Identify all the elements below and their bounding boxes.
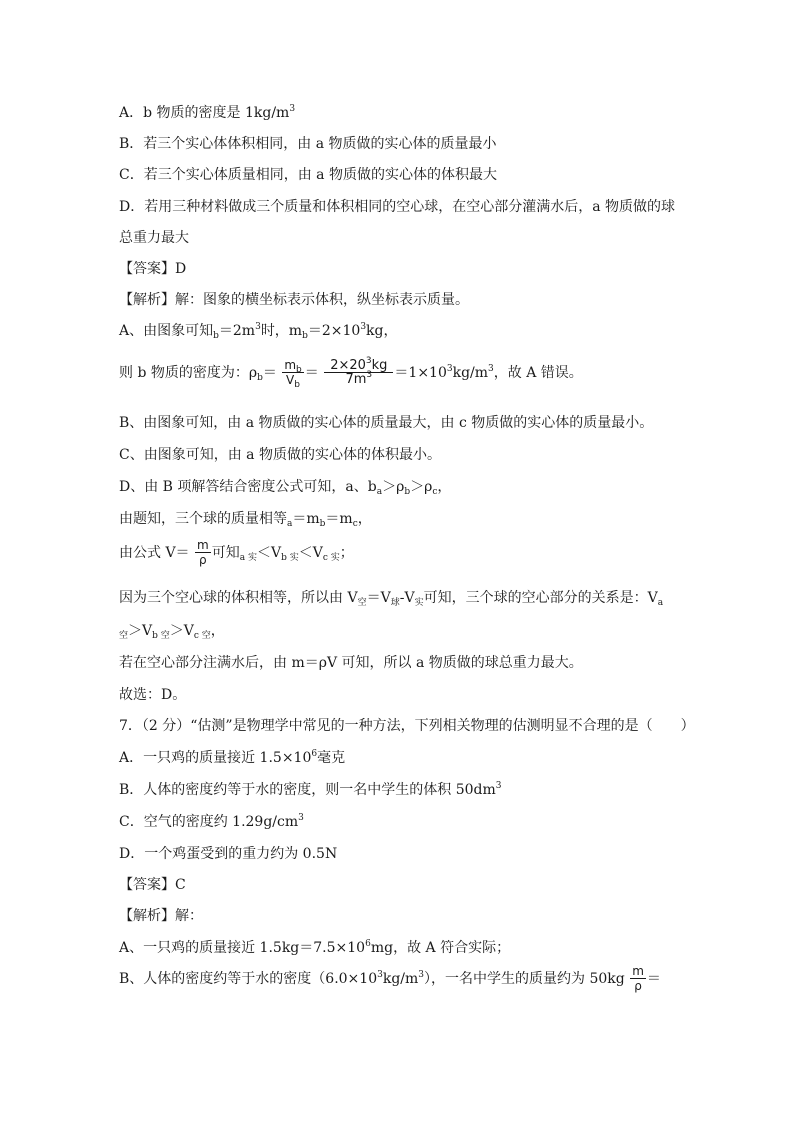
numerator: m <box>284 358 297 372</box>
superscript: 3 <box>495 781 502 791</box>
subscript: b <box>213 331 219 341</box>
q7-option-d: D．一个鸡蛋受到的重力约为 0.5N <box>119 846 338 862</box>
q7-stem: 7．（2 分）“估测”是物理学中常见的一种方法，下列相关物理的估测明显不合理的是（ ） <box>119 718 695 734</box>
superscript: 3 <box>418 970 425 980</box>
fraction-values <box>324 356 393 387</box>
text: ， <box>437 479 452 495</box>
q7-answer: 【答案】C <box>119 877 186 893</box>
q6-option-a-text: A．b 物质的密度是 1kg/m <box>119 105 290 121</box>
text: ， <box>357 511 372 527</box>
q6-analysis-d2 <box>119 510 372 528</box>
superscript: 3 <box>377 970 383 980</box>
unit: kg <box>371 358 388 373</box>
q6-analysis-b: B、由图象可知，由 a 物质做的实心体的质量最大，由 c 物质做的实心体的质量最小。 <box>119 415 654 431</box>
subscript: a <box>287 519 293 529</box>
text: mg，故 A 符合实际； <box>370 940 511 956</box>
fraction-m-rho <box>195 539 211 567</box>
superscript: 3 <box>366 370 373 380</box>
numerator: 2×20 <box>330 358 366 373</box>
q6-analysis-d4 <box>119 589 663 607</box>
text: 可知 <box>211 545 240 561</box>
text: ＝1×10 <box>394 365 447 381</box>
text: ＝2×10 <box>307 323 361 339</box>
text: kg， <box>366 323 398 339</box>
q6-analysis-d5 <box>119 622 225 640</box>
denominator: V <box>286 373 295 387</box>
numerator: m <box>632 964 644 978</box>
q6-analysis-d1 <box>119 478 451 496</box>
superscript: 3 <box>289 104 296 114</box>
denominator: 7m <box>345 372 367 387</box>
text: D、由 B 项解答结合密度公式可知，a、b <box>119 479 377 495</box>
q7-option-a <box>119 749 345 767</box>
q6-option-a <box>119 104 295 122</box>
text: ＝V <box>366 590 391 606</box>
text: 由题知，三个球的质量相等 <box>119 511 287 527</box>
text: 可知，三个球的空心部分的关系是：V <box>423 590 658 606</box>
subscript: c <box>352 519 358 529</box>
subscript: b <box>302 331 308 341</box>
q6-analysis-d6: 若在空心部分注满水后，由 m＝ρV 可知，所以 a 物质做的球总重力最大。 <box>119 655 583 671</box>
subscript: b <box>294 380 300 390</box>
q6-analysis-head: 【解析】解：图象的横坐标表示体积，纵坐标表示质量。 <box>119 292 469 308</box>
text: ，故 A 错误。 <box>493 365 583 381</box>
subscript: a <box>376 487 383 497</box>
text: 则 b 物质的密度为：ρ <box>119 365 258 381</box>
superscript: 6 <box>365 939 371 949</box>
superscript: 3 <box>446 364 453 374</box>
text: A、由图象可知 <box>119 323 214 339</box>
superscript: 3 <box>365 356 372 366</box>
subscript: b <box>319 519 326 529</box>
fraction-mb-vb <box>282 358 303 390</box>
text: ＝ <box>646 971 661 987</box>
text: ＞V <box>128 623 153 639</box>
text: A．一只鸡的质量接近 1.5×10 <box>119 750 312 766</box>
text: 因为三个空心球的体积相等，所以由 V <box>119 590 358 606</box>
subscript: b 空 <box>152 631 170 641</box>
subscript: b <box>404 487 411 497</box>
subscript: b <box>296 365 302 375</box>
text: ＞ρ <box>410 479 433 495</box>
text: B．人体的密度约等于水的密度，则一名中学生的体积 50dm <box>119 782 496 798</box>
text: A、一只鸡的质量接近 1.5kg＝7.5×10 <box>119 940 366 956</box>
text: ＞V <box>169 623 194 639</box>
fraction-m-rho <box>630 965 646 993</box>
text: ＝ <box>304 365 319 381</box>
q6-option-c: C．若三个实心体质量相同，由 a 物质做的实心体的体积最大 <box>119 167 497 183</box>
subscript: 空 <box>119 631 129 641</box>
q6-analysis-c: C、由图象可知，由 a 物质做的实心体的体积最小。 <box>119 447 441 463</box>
denominator: ρ <box>199 553 207 567</box>
numerator: m <box>197 538 209 552</box>
text: kg/m <box>452 365 489 381</box>
text: C．空气的密度约 1.29g/cm <box>119 814 299 830</box>
q6-option-b: B．若三个实心体体积相同，由 a 物质做的实心体的质量最小 <box>119 136 497 152</box>
superscript: 3 <box>255 322 261 332</box>
subscript: 实 <box>414 598 424 608</box>
text: 由公式 V＝ <box>119 545 190 561</box>
text: -V <box>399 590 415 606</box>
superscript: 3 <box>298 813 304 823</box>
q6-option-d-line2: 总重力最大 <box>119 230 189 246</box>
q7-analysis-a <box>119 939 510 957</box>
q7-analysis-b <box>119 962 661 996</box>
subscript: 球 <box>390 598 400 608</box>
superscript: 3 <box>488 364 494 374</box>
subscript: b <box>257 373 263 383</box>
text: ＝2m <box>218 323 256 339</box>
text: B、人体的密度约等于水的密度（6.0×10 <box>119 971 378 987</box>
subscript: a 实 <box>239 553 257 563</box>
q6-answer: 【答案】D <box>119 261 187 277</box>
text: kg/m <box>382 971 419 987</box>
text: ＜V <box>298 545 323 561</box>
text: ＝m <box>325 511 353 527</box>
text: ），一名中学生的质量约为 50kg <box>424 971 625 987</box>
q6-analysis-d3 <box>119 536 354 570</box>
subscript: a <box>657 598 664 608</box>
text: 时，m <box>260 323 303 339</box>
q6-density-formula <box>119 356 583 390</box>
text: 毫克 <box>317 750 346 766</box>
denominator: ρ <box>634 979 642 993</box>
q6-choose: 故选：D。 <box>119 687 187 703</box>
q6-option-d-line1: D．若用三种材料做成三个质量和体积相同的空心球，在空心部分灌满水后，a 物质做的球 <box>119 199 676 215</box>
superscript: 3 <box>360 322 367 332</box>
q6-analysis-a <box>119 322 398 340</box>
q7-option-b <box>119 781 502 799</box>
q7-option-c <box>119 813 304 831</box>
text: ＜V <box>256 545 282 561</box>
text: ； <box>339 545 354 561</box>
subscript: 空 <box>357 598 367 608</box>
superscript: 6 <box>311 749 318 759</box>
q7-analysis-head: 【解析】解： <box>119 908 203 924</box>
text: ＝ <box>262 365 277 381</box>
subscript: c <box>432 487 438 497</box>
text: ＝m <box>292 511 320 527</box>
subscript: c 实 <box>322 553 340 563</box>
subscript: c 空 <box>193 631 211 641</box>
subscript: b 实 <box>281 553 299 563</box>
text: ， <box>210 623 225 639</box>
text: ＞ρ <box>382 479 405 495</box>
